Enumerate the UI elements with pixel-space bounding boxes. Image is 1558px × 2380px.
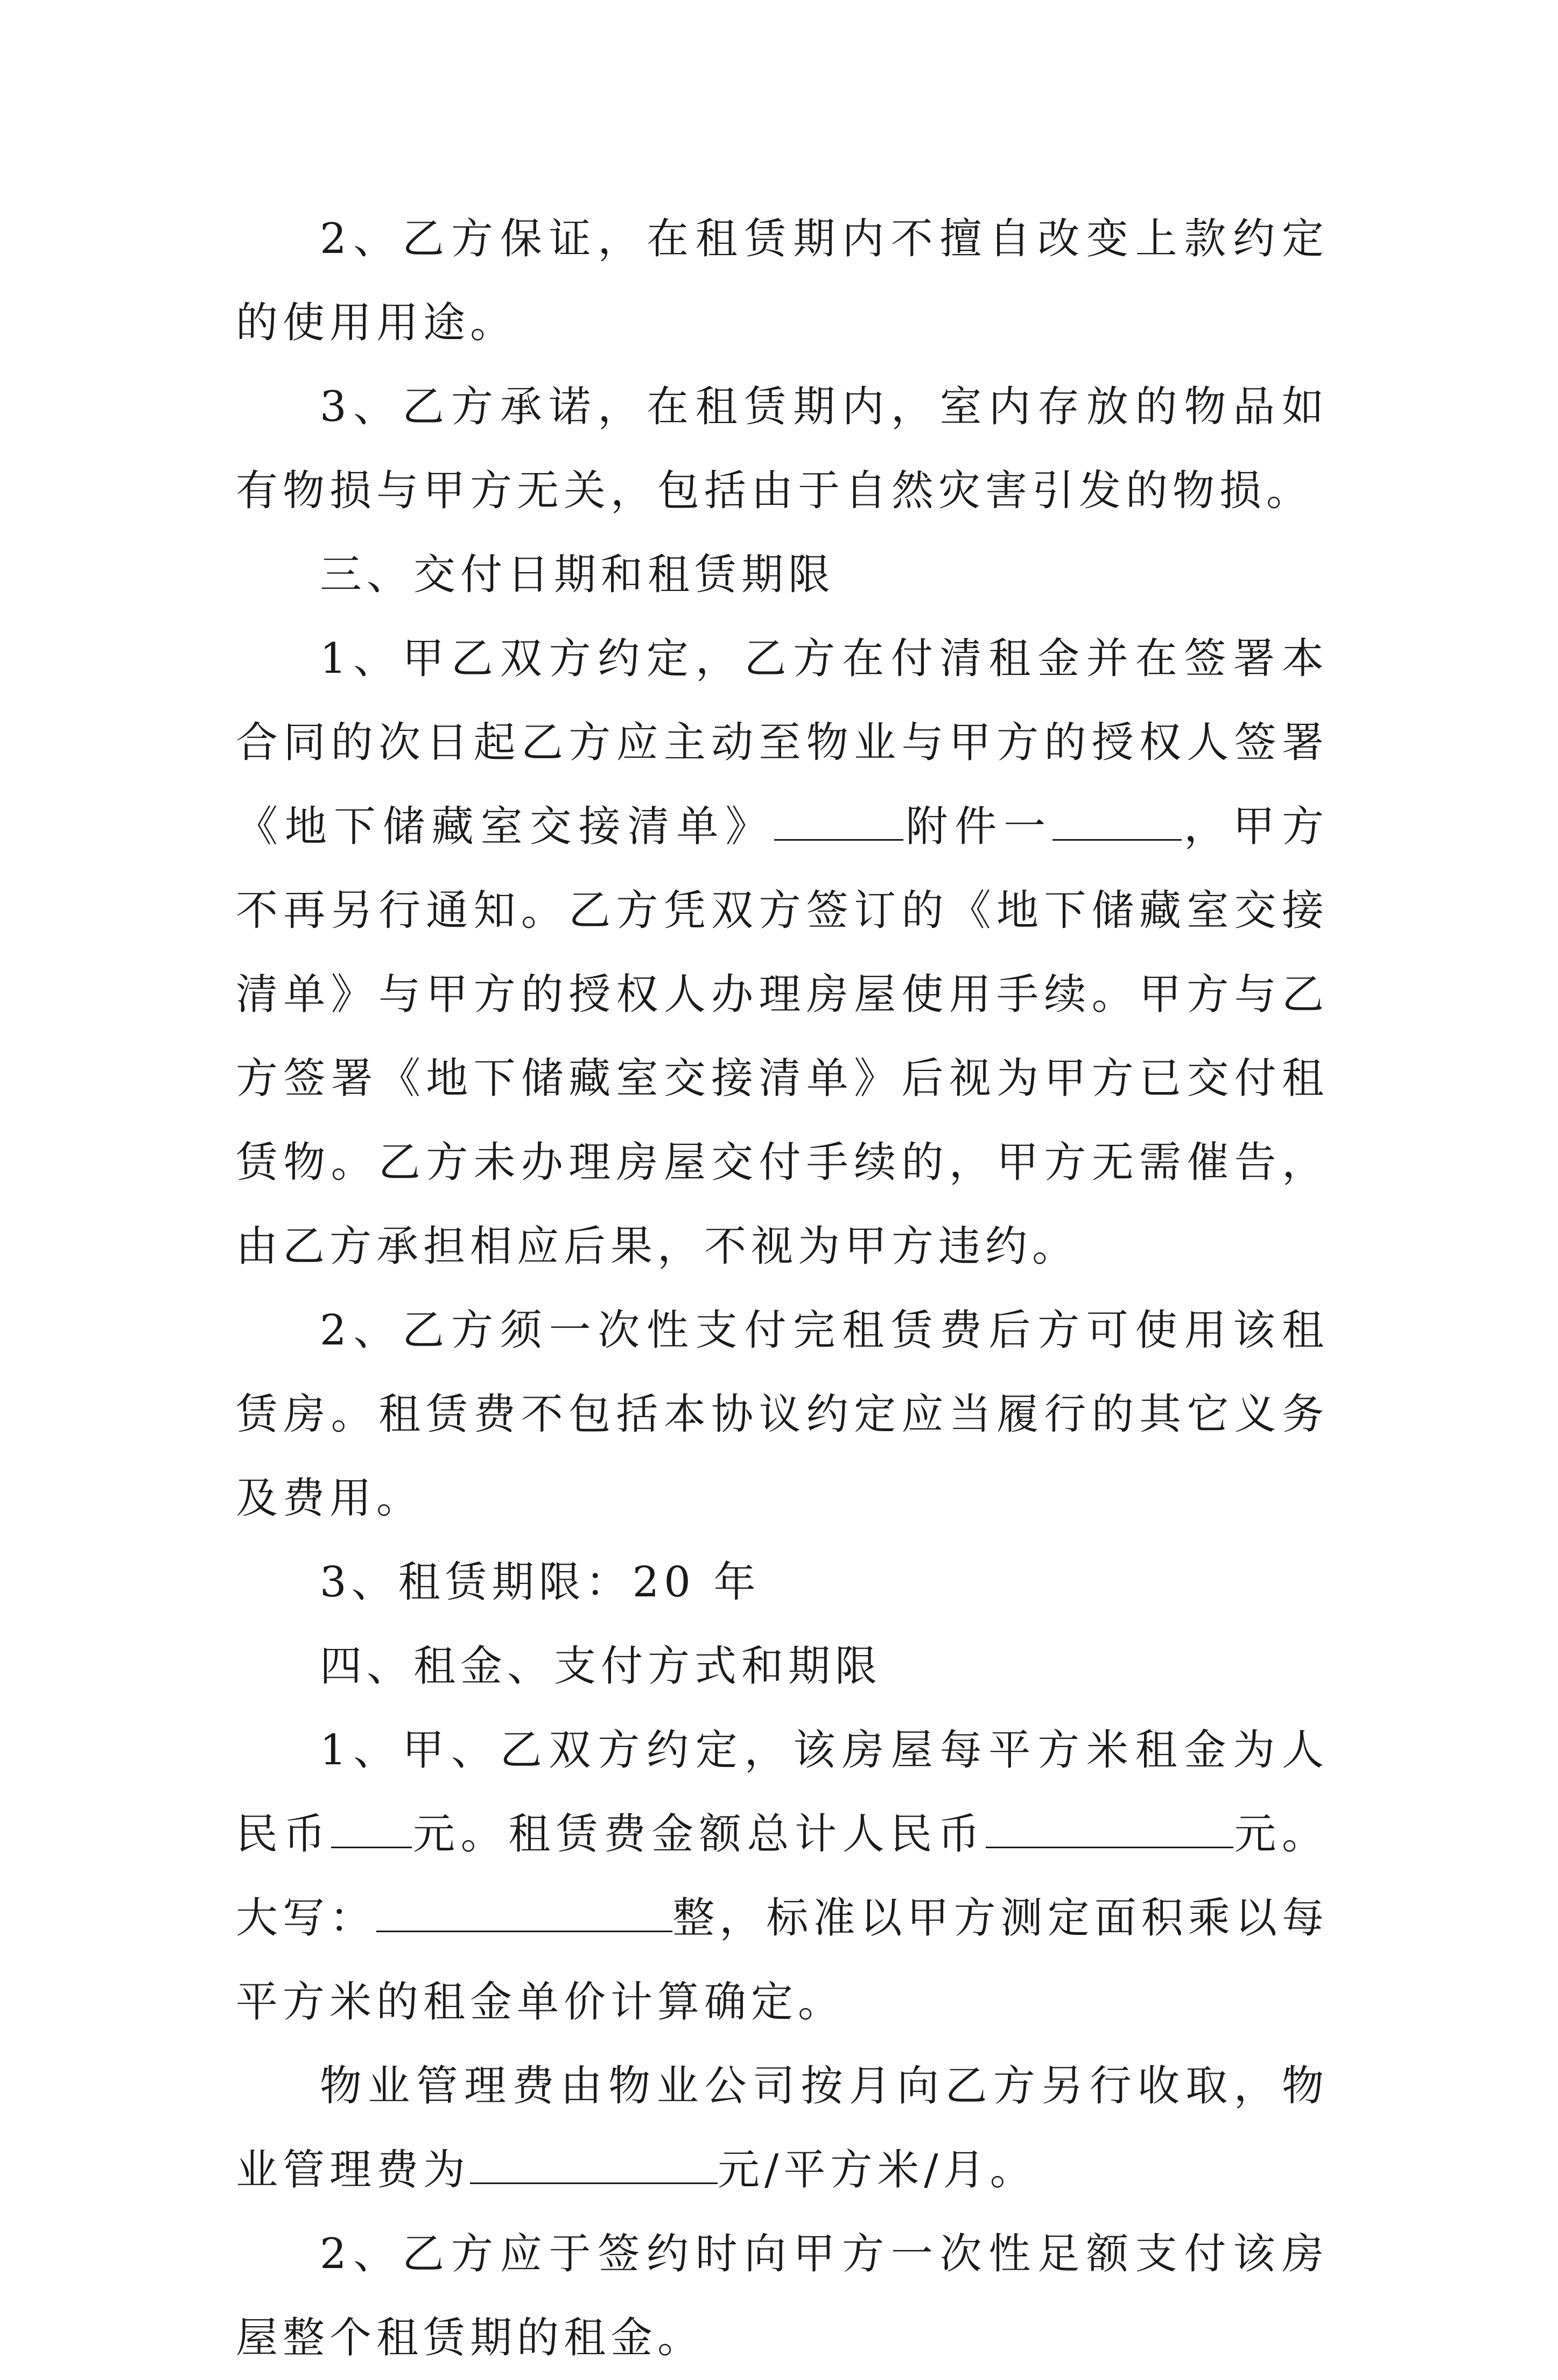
clause-2-full-payment: 2、乙方应于签约时向甲方一次性足额支付该房屋整个租赁期的租金。	[236, 2230, 1329, 2362]
attachment-label: 附件一	[903, 802, 1053, 851]
fee-text-b: 元/平方米/月。	[718, 2146, 1037, 2194]
clause-2-usage: 2、乙方保证，在租赁期内不擅自改变上款约定的使用用途。	[236, 215, 1329, 347]
blank-line	[331, 1809, 412, 1848]
blank-line	[986, 1809, 1233, 1848]
handover-text-a: 1、甲乙双方约定，乙方在付清租金并在签署本合同的次日起乙方应主动至物业与甲方的授权人签署《地下储藏室交接清单》	[236, 635, 1329, 851]
clause-property-fee	[236, 2044, 1329, 2212]
section-3-heading: 三、交付日期和租赁期限	[320, 551, 836, 599]
section-4-heading: 四、租金、支付方式和期限	[320, 1642, 882, 1691]
rent-text-b: 元。租赁费金额总计人民币	[412, 1810, 986, 1858]
blank-line	[774, 801, 903, 841]
blank-line	[470, 2145, 718, 2184]
clause-3-property-loss: 3、乙方承诺，在租赁期内，室内存放的物品如有物损与甲方无关，包括由于自然灾害引发的物损。	[236, 383, 1329, 515]
clause-rent-amount	[236, 1708, 1329, 2044]
document-page	[236, 197, 1329, 2380]
handover-text-c: ，甲方不再另行通知。乙方凭双方签订的《地下储藏室交接清单》与甲方的授权人办理房屋使用手续。甲方与乙方签署《地下储藏室交接清单》后视为甲方已交付租赁物。乙方未办理房屋交付手续的，甲方无需催告，由乙方承担相应后果，不视为甲方违约。	[236, 802, 1329, 1271]
blank-line	[1052, 801, 1182, 841]
rent-text-a: 1、甲、乙双方约定，该房屋每平方米租金为人民币	[236, 1726, 1329, 1858]
rent-text-c: 元。大写：	[236, 1810, 1329, 1942]
fee-text-a: 物业管理费由物业公司按月向乙方另行收取，物业管理费为	[236, 2062, 1329, 2194]
rent-text-d: 整，标准以甲方测定面积乘以每平方米的租金单价计算确定。	[236, 1894, 1329, 2026]
clause-delivery-handover	[236, 617, 1329, 1288]
clause-payment-before-use: 2、乙方须一次性支付完租赁费后方可使用该租赁房。租赁费不包括本协议约定应当履行的其它义务及费用。	[236, 1306, 1329, 1523]
clause-lease-term: 3、租赁期限：20 年	[320, 1558, 761, 1607]
blank-line	[376, 1893, 672, 1932]
